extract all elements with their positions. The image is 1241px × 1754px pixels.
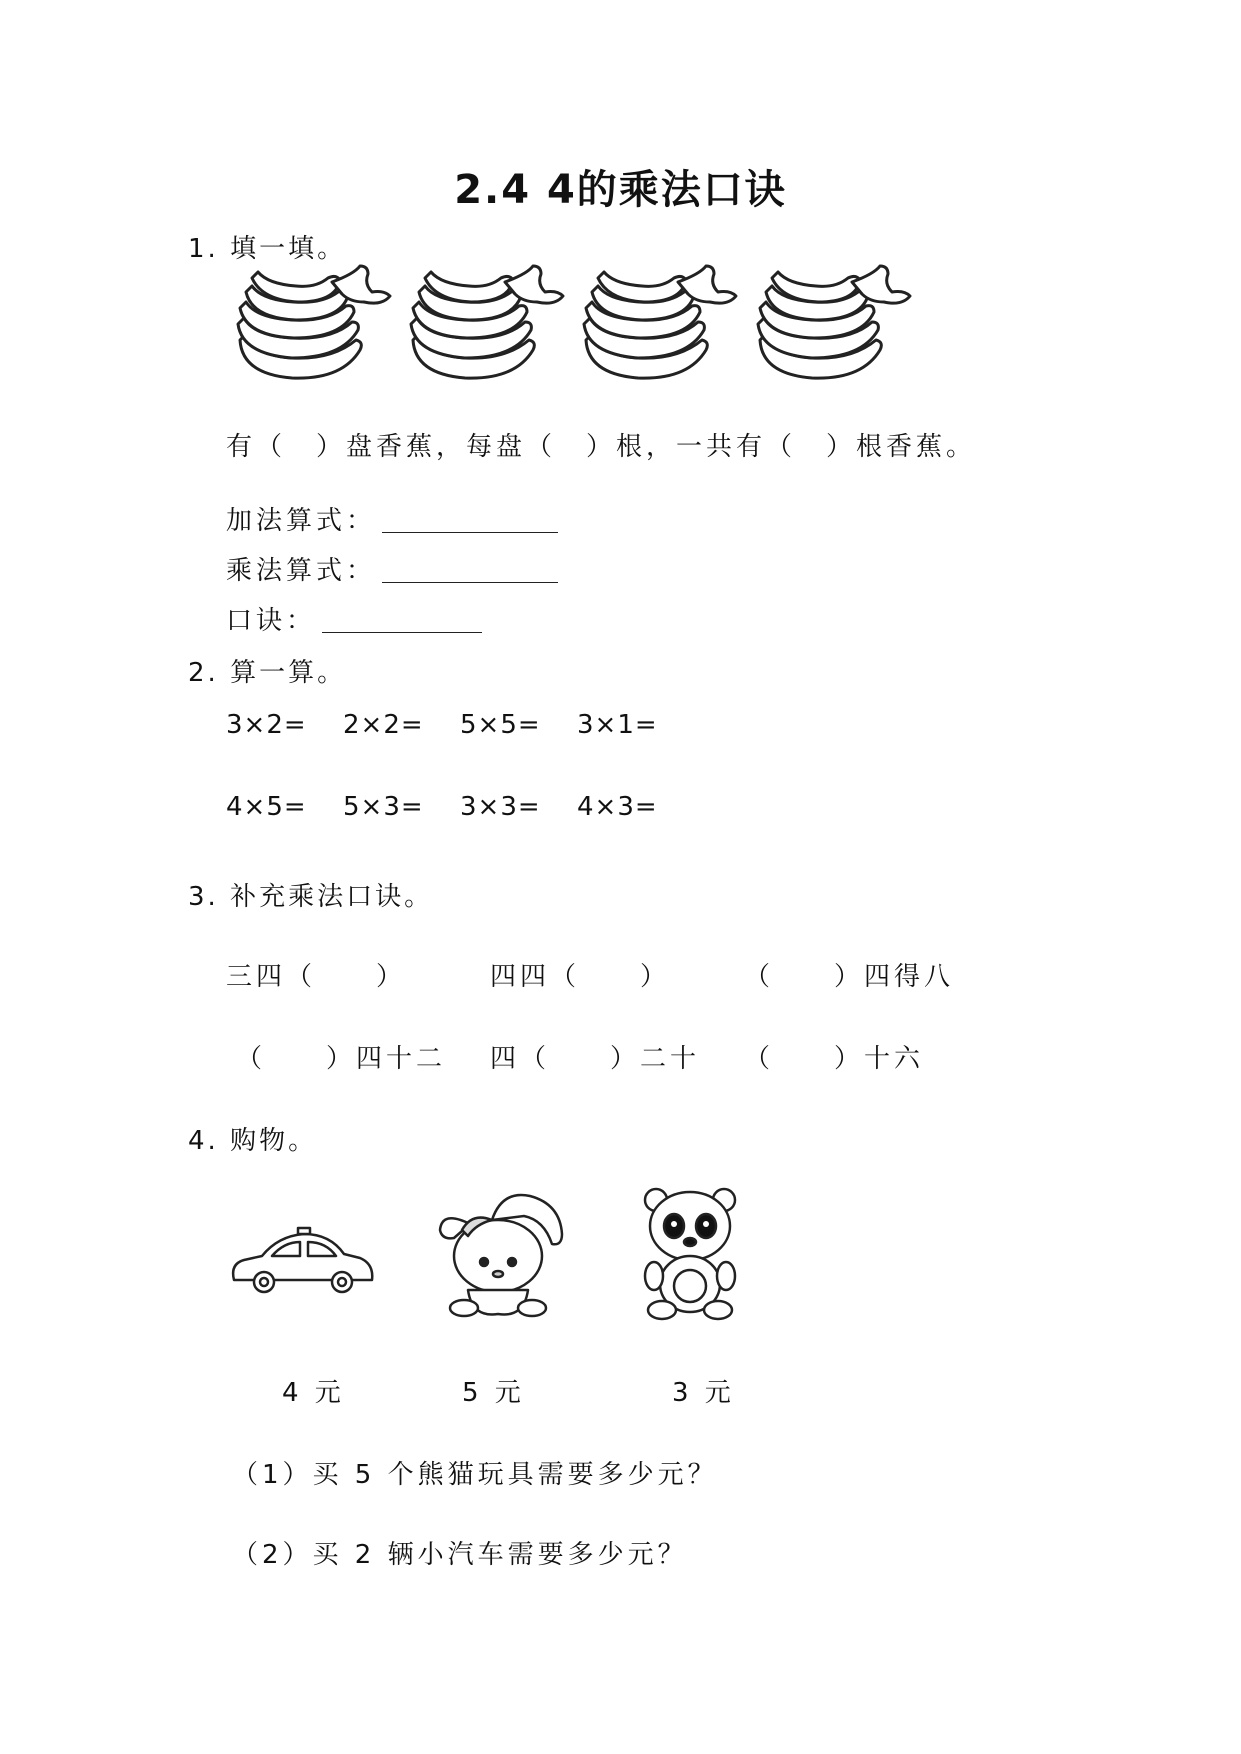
multiplication-row bbox=[226, 550, 558, 587]
q4-subquestion-2: （2）买 2 辆小汽车需要多少元？ bbox=[232, 1540, 688, 1570]
banana-bunch-icon bbox=[578, 262, 748, 382]
q2-heading: 2. 算一算。 bbox=[188, 658, 347, 688]
banana-bunch-icon bbox=[752, 262, 922, 382]
bunny-doll-icon bbox=[432, 1190, 570, 1318]
q4-subquestion-1: （1）买 5 个熊猫玩具需要多少元？ bbox=[232, 1460, 718, 1490]
equation: 4×3= bbox=[577, 792, 658, 822]
rhyme-blank-item: 三四（ ） bbox=[226, 962, 407, 992]
rhyme-blank-item: 四（ ）二十 bbox=[490, 1044, 701, 1074]
rhyme-blank-item: 四四（ ） bbox=[490, 962, 671, 992]
page-title: 2.4 4的乘法口诀 bbox=[454, 167, 787, 213]
equation: 5×3= bbox=[343, 792, 424, 822]
banana-bunch-icon bbox=[405, 262, 575, 382]
equation: 5×5= bbox=[460, 710, 541, 740]
rhyme-answer-blank[interactable] bbox=[322, 606, 482, 633]
equation: 3×1= bbox=[577, 710, 658, 740]
price-label: 4 元 bbox=[282, 1378, 345, 1408]
q4-heading: 4. 购物。 bbox=[188, 1126, 318, 1156]
equation: 2×2= bbox=[343, 710, 424, 740]
q1-sentence: 有（ ）盘香蕉，每盘（ ）根，一共有（ ）根香蕉。 bbox=[226, 432, 977, 462]
rhyme-label: 口诀： bbox=[226, 606, 317, 636]
panda-toy-icon bbox=[640, 1186, 740, 1320]
rhyme-blank-item: （ ）四得八 bbox=[744, 962, 955, 992]
q3-heading: 3. 补充乘法口诀。 bbox=[188, 882, 434, 912]
banana-bunch-icon bbox=[232, 262, 402, 382]
toy-car-icon bbox=[228, 1228, 376, 1298]
multiplication-label: 乘法算式： bbox=[226, 556, 377, 586]
equation: 3×2= bbox=[226, 710, 307, 740]
addition-label: 加法算式： bbox=[226, 506, 377, 536]
rhyme-blank-item: （ ）十六 bbox=[744, 1044, 925, 1074]
addition-answer-blank[interactable] bbox=[382, 506, 558, 533]
price-label: 3 元 bbox=[672, 1378, 735, 1408]
addition-row bbox=[226, 500, 558, 537]
equation: 4×5= bbox=[226, 792, 307, 822]
rhyme-row bbox=[226, 600, 482, 637]
q1-heading: 1. 填一填。 bbox=[188, 234, 347, 264]
multiplication-answer-blank[interactable] bbox=[382, 556, 558, 583]
price-label: 5 元 bbox=[462, 1378, 525, 1408]
rhyme-blank-item: （ ）四十二 bbox=[236, 1044, 447, 1074]
equation: 3×3= bbox=[460, 792, 541, 822]
